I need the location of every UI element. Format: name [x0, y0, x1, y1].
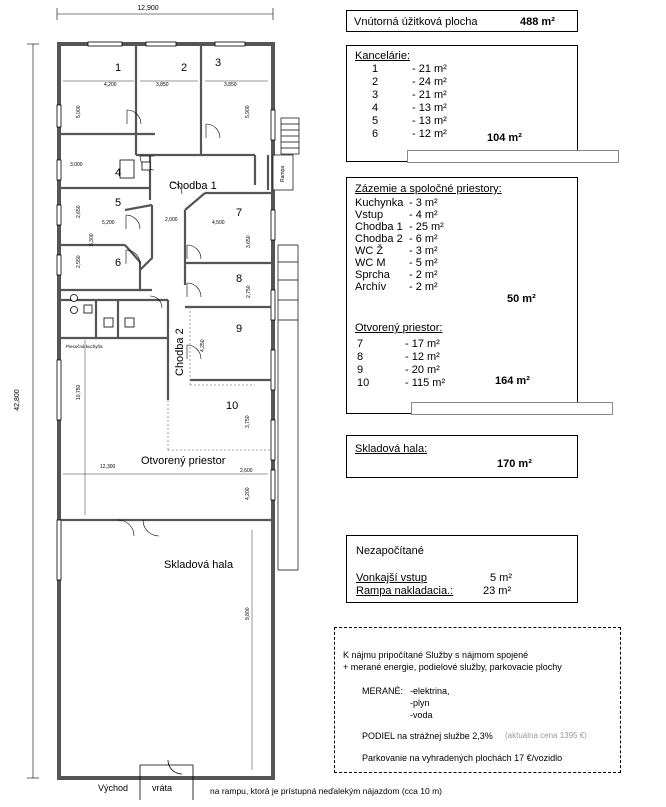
office-number: 4 — [372, 102, 379, 114]
office-number: 1 — [372, 63, 379, 75]
dim: 2,550 — [76, 255, 82, 268]
common-area: - 4 m² — [409, 209, 438, 221]
room-3-label: 3 — [215, 57, 222, 69]
unassigned-name-1: Rampa nakladacia.: — [356, 585, 454, 597]
common-area: - 3 m² — [409, 245, 438, 257]
open-space-label: Otvorený priestor — [141, 455, 226, 467]
dim: 3,850 — [156, 82, 169, 88]
office-number: 5 — [372, 115, 379, 127]
dim-height: 42,800 — [14, 389, 21, 411]
summary-value: 488 m² — [520, 16, 555, 28]
open-area: - 115 m² — [405, 377, 446, 389]
office-number: 2 — [372, 76, 379, 88]
dim: 5,200 — [102, 220, 115, 226]
guard-share-faded: (aktuálna cena 1395 €) — [505, 731, 587, 740]
offices-total: 104 m² — [487, 132, 522, 144]
warehouse-label: Skladová hala — [164, 559, 234, 571]
ramp-label: Rampa — [280, 165, 286, 182]
open-number: 10 — [357, 377, 370, 389]
open-number: 9 — [357, 364, 364, 376]
unassigned-name-0: Vonkajší vstup — [356, 572, 427, 584]
dim: 2,750 — [246, 285, 252, 298]
chodba-1-label: Chodba 1 — [169, 180, 217, 192]
room-9-label: 9 — [236, 323, 243, 335]
dim: 12,300 — [100, 464, 116, 470]
dim-width: 12,900 — [137, 5, 159, 12]
notes-line1: K nájmu pripočítané Služby s nájmom spojené — [343, 650, 529, 660]
common-area: - 6 m² — [409, 233, 438, 245]
open-total: 164 m² — [495, 375, 530, 387]
common-area: - 2 m² — [409, 281, 438, 293]
offices-title: Kancelárie: — [355, 50, 411, 62]
parking-note: Parkovanie na vyhradených plochách 17 €/vozidlo — [362, 753, 563, 763]
metered-item-0: -elektrina, — [410, 686, 450, 696]
common-blank-field — [411, 402, 613, 415]
offices-blank-field — [407, 150, 619, 163]
room-10-label: 10 — [226, 400, 239, 412]
room-5-label: 5 — [115, 197, 122, 209]
dim: 3,850 — [224, 82, 237, 88]
ramp-note: na rampu, ktorá je prístupná neďalekým nájazdom (cca 10 m) — [210, 786, 442, 796]
room-7-label: 7 — [236, 207, 243, 219]
common-name: Sprcha — [355, 269, 390, 281]
dim: 4,500 — [212, 220, 225, 226]
room-2-label: 2 — [181, 62, 188, 74]
unassigned-area-1: 23 m² — [483, 585, 512, 597]
dim: 4,200 — [245, 487, 251, 500]
office-area: - 12 m² — [412, 128, 447, 140]
metered-item-2: -voda — [410, 710, 433, 720]
unassigned-box — [346, 535, 578, 603]
dim: 2,000 — [165, 217, 178, 223]
dim: 3,650 — [246, 235, 252, 248]
office-area: - 21 m² — [412, 63, 447, 75]
warehouse-title: Skladová hala: — [355, 443, 428, 455]
sanitary-fixtures — [71, 160, 151, 327]
notes-box — [334, 627, 621, 773]
dim: 3,000 — [70, 162, 83, 168]
staircase — [273, 118, 299, 190]
open-area: - 17 m² — [405, 338, 440, 350]
metered-label: MERANÉ: — [362, 686, 404, 696]
room-6-label: 6 — [115, 257, 122, 269]
metered-item-1: -plyn — [410, 698, 430, 708]
open-area: - 12 m² — [405, 351, 440, 363]
dim: 4,250 — [200, 339, 206, 352]
dim: 2,600 — [240, 468, 253, 474]
chodba-2-label: Chodba 2 — [174, 328, 186, 376]
gate-label: vráta — [152, 783, 173, 793]
common-area: - 3 m² — [409, 197, 438, 209]
exit-label: Východ — [98, 783, 129, 793]
office-area: - 13 m² — [412, 102, 447, 114]
dim: 9,800 — [245, 607, 251, 620]
office-area: - 21 m² — [412, 89, 447, 101]
dim: 10,750 — [76, 384, 82, 400]
common-area: - 2 m² — [409, 269, 438, 281]
unassigned-area-0: 5 m² — [490, 572, 512, 584]
office-number: 3 — [372, 89, 379, 101]
warehouse-total: 170 m² — [497, 458, 532, 470]
open-number: 8 — [357, 351, 364, 363]
common-box — [346, 177, 578, 414]
room-4-label: 4 — [115, 167, 122, 179]
unassigned-title: Nezapočítané — [356, 545, 424, 557]
common-name: WC M — [355, 257, 386, 269]
room-1-label: 1 — [115, 62, 122, 74]
common-area: - 25 m² — [409, 221, 444, 233]
common-name: Archív — [355, 281, 387, 293]
open-number: 7 — [357, 338, 364, 350]
summary-box — [346, 10, 578, 32]
common-name: WC Ž — [355, 245, 384, 257]
summary-label: Vnútorná úžitková plocha — [354, 16, 478, 28]
dim: 5,300 — [89, 233, 95, 246]
offices-box — [346, 45, 578, 162]
common-total: 50 m² — [507, 293, 536, 305]
dim: 5,000 — [76, 105, 82, 118]
common-name: Vstup — [355, 209, 384, 221]
office-area: - 24 m² — [412, 76, 447, 88]
inner-dimensions — [70, 82, 253, 620]
dimension-ticks — [63, 81, 268, 770]
common-name: Chodba 1 — [355, 221, 403, 233]
kitchen-label: Piesočná kuchyňa — [66, 344, 103, 349]
dimension-lines — [27, 8, 273, 778]
dim: 4,200 — [104, 82, 117, 88]
warehouse-box — [346, 435, 578, 478]
open-area: - 20 m² — [405, 364, 440, 376]
notes-line2: + merané energie, podielové služby, parkovacie plochy — [343, 662, 562, 672]
common-name: Kuchynka — [355, 197, 404, 209]
dim: 3,750 — [245, 415, 251, 428]
dim: 2,650 — [76, 205, 82, 218]
common-title: Zázemie a spoločné priestory: — [355, 183, 502, 195]
common-area: - 5 m² — [409, 257, 438, 269]
loading-ramp — [278, 245, 298, 570]
room-8-label: 8 — [236, 273, 243, 285]
office-area: - 13 m² — [412, 115, 447, 127]
office-number: 6 — [372, 128, 379, 140]
common-name: Chodba 2 — [355, 233, 403, 245]
open-title: Otvorený priestor: — [355, 322, 443, 334]
dim: 5,900 — [245, 105, 251, 118]
guard-share: PODIEL na strážnej službe 2,3% — [362, 731, 493, 741]
